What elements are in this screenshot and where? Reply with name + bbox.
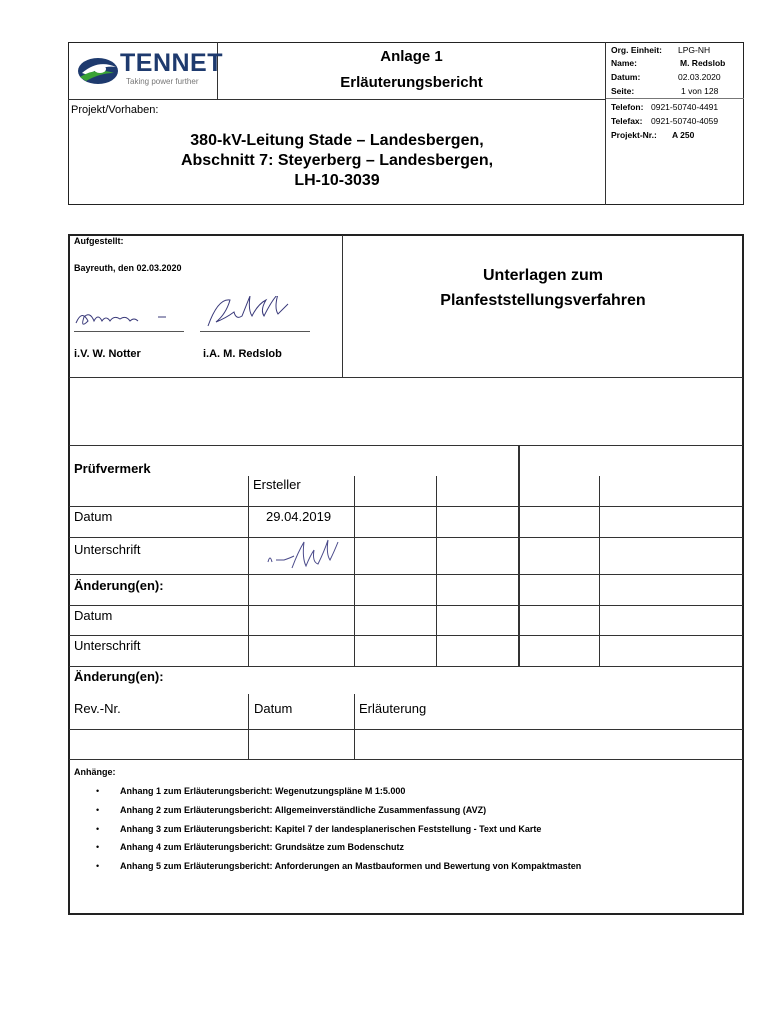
row-datum-label: Datum	[74, 509, 113, 524]
anhaenge-title: Anhänge:	[74, 767, 116, 777]
signature-redslob	[200, 296, 330, 332]
signature-notter	[72, 303, 192, 333]
col-revnr: Rev.-Nr.	[74, 701, 121, 716]
info-label-datum: Datum:	[611, 72, 641, 82]
logo-tagline: Taking power further	[126, 77, 199, 86]
aenderung-label-1: Änderung(en):	[74, 578, 164, 593]
info-label-name: Name:	[611, 58, 637, 68]
info-value-telefax: 0921-50740-4059	[651, 116, 719, 126]
anhang-item-4: Anhang 4 zum Erläuterungsbericht: Grundsätze zum Bodenschutz	[120, 842, 405, 852]
signer-redslob: i.A. M. Redslob	[203, 348, 282, 360]
list-bullet: •	[96, 824, 100, 834]
project-line-1: 380-kV-Leitung Stade – Landesbergen,	[190, 132, 484, 149]
tennet-logo-icon	[76, 51, 120, 91]
project-line-2: Abschnitt 7: Steyerberg – Landesbergen,	[180, 152, 494, 169]
info-value-seite: 1 von 128	[681, 86, 719, 96]
list-bullet: •	[96, 861, 100, 871]
doc-subtitle: Erläuterungsbericht	[340, 74, 483, 91]
signature-ersteller	[262, 538, 352, 574]
signer-notter: i.V. W. Notter	[74, 348, 141, 360]
project-label: Projekt/Vorhaben:	[71, 104, 159, 116]
project-line-3: LH-10-3039	[294, 172, 380, 189]
anhang-item-3: Anhang 3 zum Erläuterungsbericht: Kapitel 7 der landesplanerischen Feststellung - Text und Karte	[120, 824, 542, 834]
list-bullet: •	[96, 786, 100, 796]
unterlagen-title-2: Planfeststellungsverfahren	[440, 292, 646, 309]
aenderung-label-2: Änderung(en):	[74, 669, 164, 684]
anhang-item-2: Anhang 2 zum Erläuterungsbericht: Allgemeinverständliche Zusammenfassung (AVZ)	[120, 805, 487, 815]
anhang-item-1: Anhang 1 zum Erläuterungsbericht: Wegenutzungspläne M 1:5.000	[120, 786, 406, 796]
anhang-item-5: Anhang 5 zum Erläuterungsbericht: Anforderungen an Mastbauformen und Bewertung von Kompaktmasten	[120, 861, 582, 871]
col-ersteller: Ersteller	[253, 477, 301, 492]
info-label-projektnr: Projekt-Nr.:	[611, 130, 657, 140]
row-unterschrift2-label: Unterschrift	[74, 638, 141, 653]
pruefvermerk-title: Prüfvermerk	[74, 461, 151, 476]
info-value-org: LPG-NH	[678, 45, 711, 55]
tennet-logo	[76, 48, 223, 94]
info-value-telefon: 0921-50740-4491	[651, 102, 719, 112]
row-unterschrift-label: Unterschrift	[74, 542, 141, 557]
list-bullet: •	[96, 842, 100, 852]
info-value-name: M. Redslob	[680, 58, 726, 68]
place-date: Bayreuth, den 02.03.2020	[74, 263, 182, 273]
info-label-seite: Seite:	[611, 86, 635, 96]
doc-title: Anlage 1	[380, 48, 443, 65]
row-datum2-label: Datum	[74, 608, 113, 623]
info-label-telefax: Telefax:	[611, 116, 643, 126]
info-label-org: Org. Einheit:	[611, 45, 662, 55]
col-datum: Datum	[254, 701, 293, 716]
info-value-datum: 02.03.2020	[678, 72, 721, 82]
col-erlaeuterung: Erläuterung	[359, 701, 427, 716]
info-value-projektnr: A 250	[672, 130, 695, 140]
info-label-telefon: Telefon:	[611, 102, 644, 112]
logo-wordmark: TENNET	[120, 49, 223, 77]
row-datum-value: 29.04.2019	[266, 509, 332, 524]
list-bullet: •	[96, 805, 100, 815]
unterlagen-title-1: Unterlagen zum	[482, 267, 603, 284]
aufgestellt-label: Aufgestellt:	[74, 236, 124, 246]
